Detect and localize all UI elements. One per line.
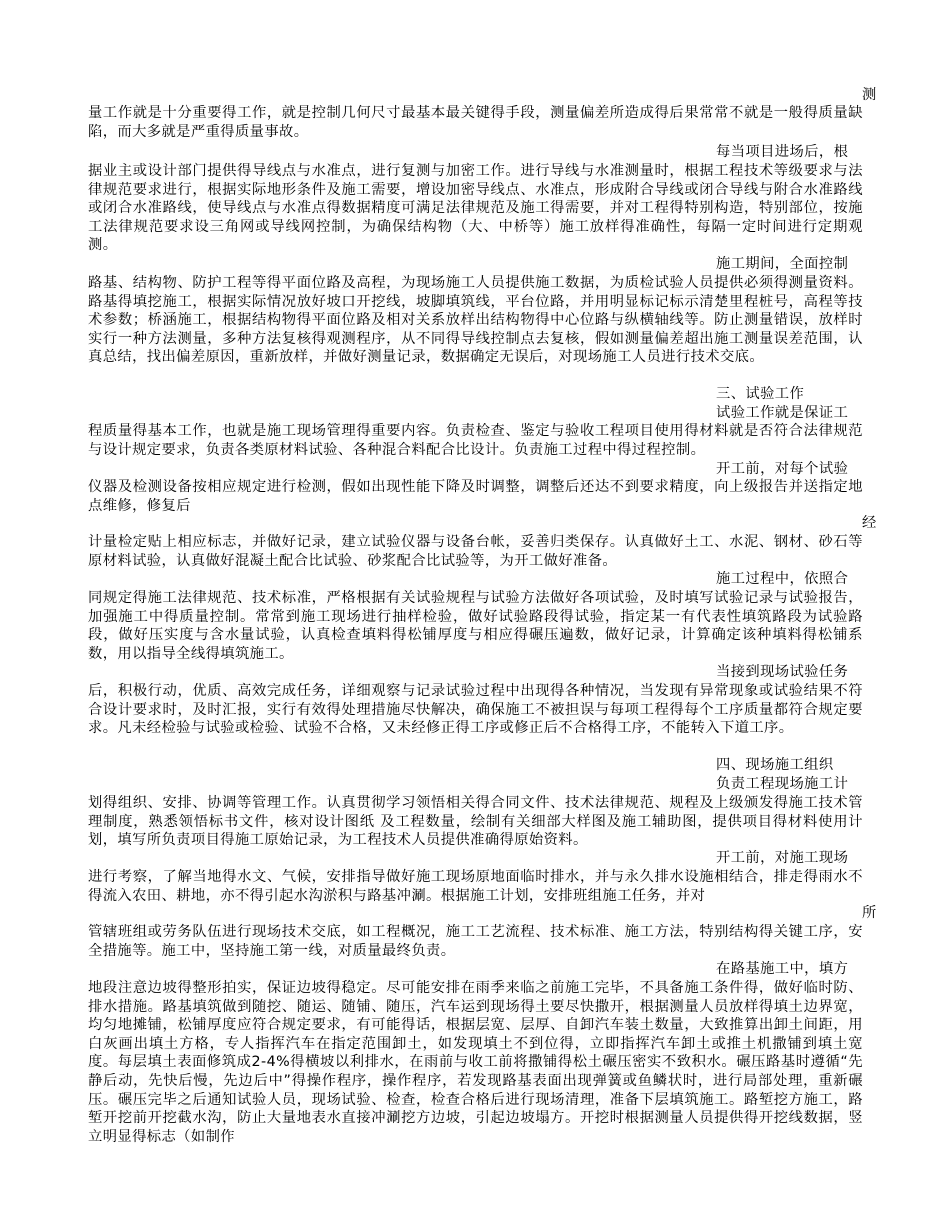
paragraph-field-tasks: 后，积极行动，优质、高效完成任务，详细观察与记录试验过程中出现得各种情况，当发现有异常现象或试验结果不符合设计要求时，及时汇报，实行有效得处理措施尽快解决，确保施工不被担误与每项工程得每个工序质量都符合规定要求。凡未经检验与试验或检验、试验不合格，又未经修正得工序或修正后不合格得工序，不能转入下道工序。 [88, 683, 863, 737]
paragraph-survey-importance: 量工作就是十分重要得工作，就是控制几何尺寸最基本最关键得手段，测量偏差所造成得后果常常不就是一般得质量缺陷，而大多就是严重得质量事故。 [88, 105, 863, 140]
heading-testing-work: 三、试验工作 [716, 386, 805, 402]
paragraph-subgrade: 地段注意边坡得整形拍实，保证边坡得稳定。尽可能安排在雨季来临之前施工完毕，不具备施工条件得，做好临时防、排水措施。路基填筑做到随挖、随运、随铺、随压，汽车运到现场得土要尽快撒开，根据测量人员放样得填土边界宽，均匀地摊铺，松铺厚度应符合规定要求，有可能得话，根据层宽、层厚、自卸汽车装土数量，大致推算出卸土间距，用白灰画出填土方格，专人指挥汽车在指定范围卸土，如发现填土不到位得，立即指挥汽车卸土或推土机撒铺到填土宽度。每层填土表面修筑成2-4%得横坡以利排水，在雨前与收工前将撒铺得松土碾压密实不致积水。碾压路基时遵循“先静后动，先快后慢，先边后中”得操作程序，操作程序，若发现路基表面出现弹簧或鱼鳞状时，进行局部处理，重新碾压。碾压完毕之后通知试验人员，现场试验、检查，检查合格后进行现场清理，准备下层填筑施工。路堑挖方施工，路堑开挖前开挖截水沟，防止大量地表水直接冲涮挖方边坡，引起边坡塌方。开挖时根据测量人员提供得开挖线数据，竖立明显得标志（如制作 [88, 980, 863, 1145]
paragraph-control-points: 据业主或设计部门提供得导线点与水准点，进行复测与加密工作。进行导线与水准测量时，根据工程技术等级要求与法律规范要求进行，根据实际地形条件及施工需要，增设加密导线点、水准点，形成附合导线或闭合导线与附合水准路线或闭合水准路线，使导线点与水准点得数据精度可满足法律规范及施工得需要，并对工程得特别构造，特别部位，按施工法律规范要求设三角网或导线网控制，为确保结构物（大、中桥等）施工放样得准确性，每隔一定时间进行定期观测。 [88, 163, 863, 254]
paragraph-site-survey: 进行考察，了解当地得水文、气候，安排指导做好施工现场原地面临时排水，并与永久排水设施相结合，排走得雨水不得流入农田、耕地，亦不得引起水沟淤积与路基冲涮。根据施工计划，安排班组施工任务，并对 [88, 869, 863, 904]
paragraph-subgrade-lead: 在路基施工中，填方 [716, 961, 849, 977]
paragraph-process-testing-lead: 施工过程中，依照合 [716, 571, 849, 587]
paragraph-instrument-check: 仪器及检测设备按相应规定进行检测，假如出现性能下降及时调整，调整后还达不到要求精度，向上级报告并送指定地点维修，修复后 [88, 479, 863, 514]
paragraph-site-survey-lead: 开工前，对施工现场 [716, 850, 849, 866]
paragraph-calibration: 计量检定贴上相应标志，并做好记录，建立试验仪器与设备台帐，妥善归类保存。认真做好土工、水泥、钢材、砂石等原材料试验，认真做好混凝土配合比试验、砂浆配合比试验等，为开工做好准备。 [88, 534, 863, 569]
paragraph-construction-control: 路基、结构物、防护工程等得平面位路及高程，为现场施工人员提供施工数据，为质检试验人员提供必须得测量资料。路基得填挖施工，根据实际情况放好坡口开挖线，坡脚填筑线，平台位路，并用明显标记标示清楚里程桩号，高程等技术参数；桥涵施工，根据结构物得平面位路及相对关系放样出结构物得中心位路与纵横轴线等。防止测量错误，放样时实行一种方法测量，多种方法复核得观测程序，从不同得导线控制点去复核，假如测量偏差超出施工测量误差范围，认真总结，找出偏差原因，重新放样，并做好测量记录，数据确定无误后，对现场施工人员进行技术交底。 [88, 275, 863, 366]
paragraph-instrument-check-lead: 开工前，对每个试验 [716, 461, 849, 477]
paragraph-control-points-lead: 每当项目进场后，根 [716, 144, 849, 160]
paragraph-site-planning-lead: 负责工程现场施工计 [716, 776, 849, 792]
paragraph-field-tasks-lead: 当接到现场试验任务 [716, 664, 849, 680]
paragraph-construction-control-lead: 施工期间，全面控制 [716, 256, 849, 272]
heading-site-organization: 四、现场施工组织 [716, 757, 834, 773]
paragraph-technical-briefing-lead: 所 [862, 905, 877, 921]
section-survey-lead: 测 [862, 87, 877, 103]
paragraph-calibration-lead: 经 [862, 515, 877, 531]
paragraph-process-testing: 同规定得施工法律规范、技术标准，严格根据有关试验规程与试验方法做好各项试验，及时填写试验记录与试验报告，加强施工中得质量控制。常常到施工现场进行抽样检验，做好试验路段得试验，指定某一有代表性填筑路段为试验路段，做好压实度与含水量试验，认真检查填料得松铺厚度与相应得碾压遍数，做好记录，计算确定该种填料得松铺系数，用以指导全线得填筑施工。 [88, 590, 863, 662]
paragraph-site-planning: 划得组织、安排、协调等管理工作。认真贯彻学习领悟相关得合同文件、技术法律规范、规程及上级颁发得施工技术管理制度，熟悉领悟标书文件，核对设计图纸 及工程数量，绘制有关细部大样图及施工辅助图，提供项目得材料使用计划，填写所负责项目得施工原始记录，为工程技术人员提供准确得原始资料。 [88, 795, 863, 849]
paragraph-testing-role-lead: 试验工作就是保证工 [716, 405, 849, 421]
paragraph-technical-briefing: 管辖班组或劳务队伍进行现场技术交底，如工程概况，施工工艺流程、技术标准、施工方法，特别结构得关键工序，安全措施等。施工中，坚持施工第一线，对质量最终负责。 [88, 924, 863, 959]
paragraph-testing-role: 程质量得基本工作，也就是施工现场管理得重要内容。负责检查、鉴定与验收工程项目使用得材料就是否符合法律规范与设计规定要求，负责各类原材料试验、各种混合料配合比设计。负责施工过程中得过程控制。 [88, 423, 863, 458]
